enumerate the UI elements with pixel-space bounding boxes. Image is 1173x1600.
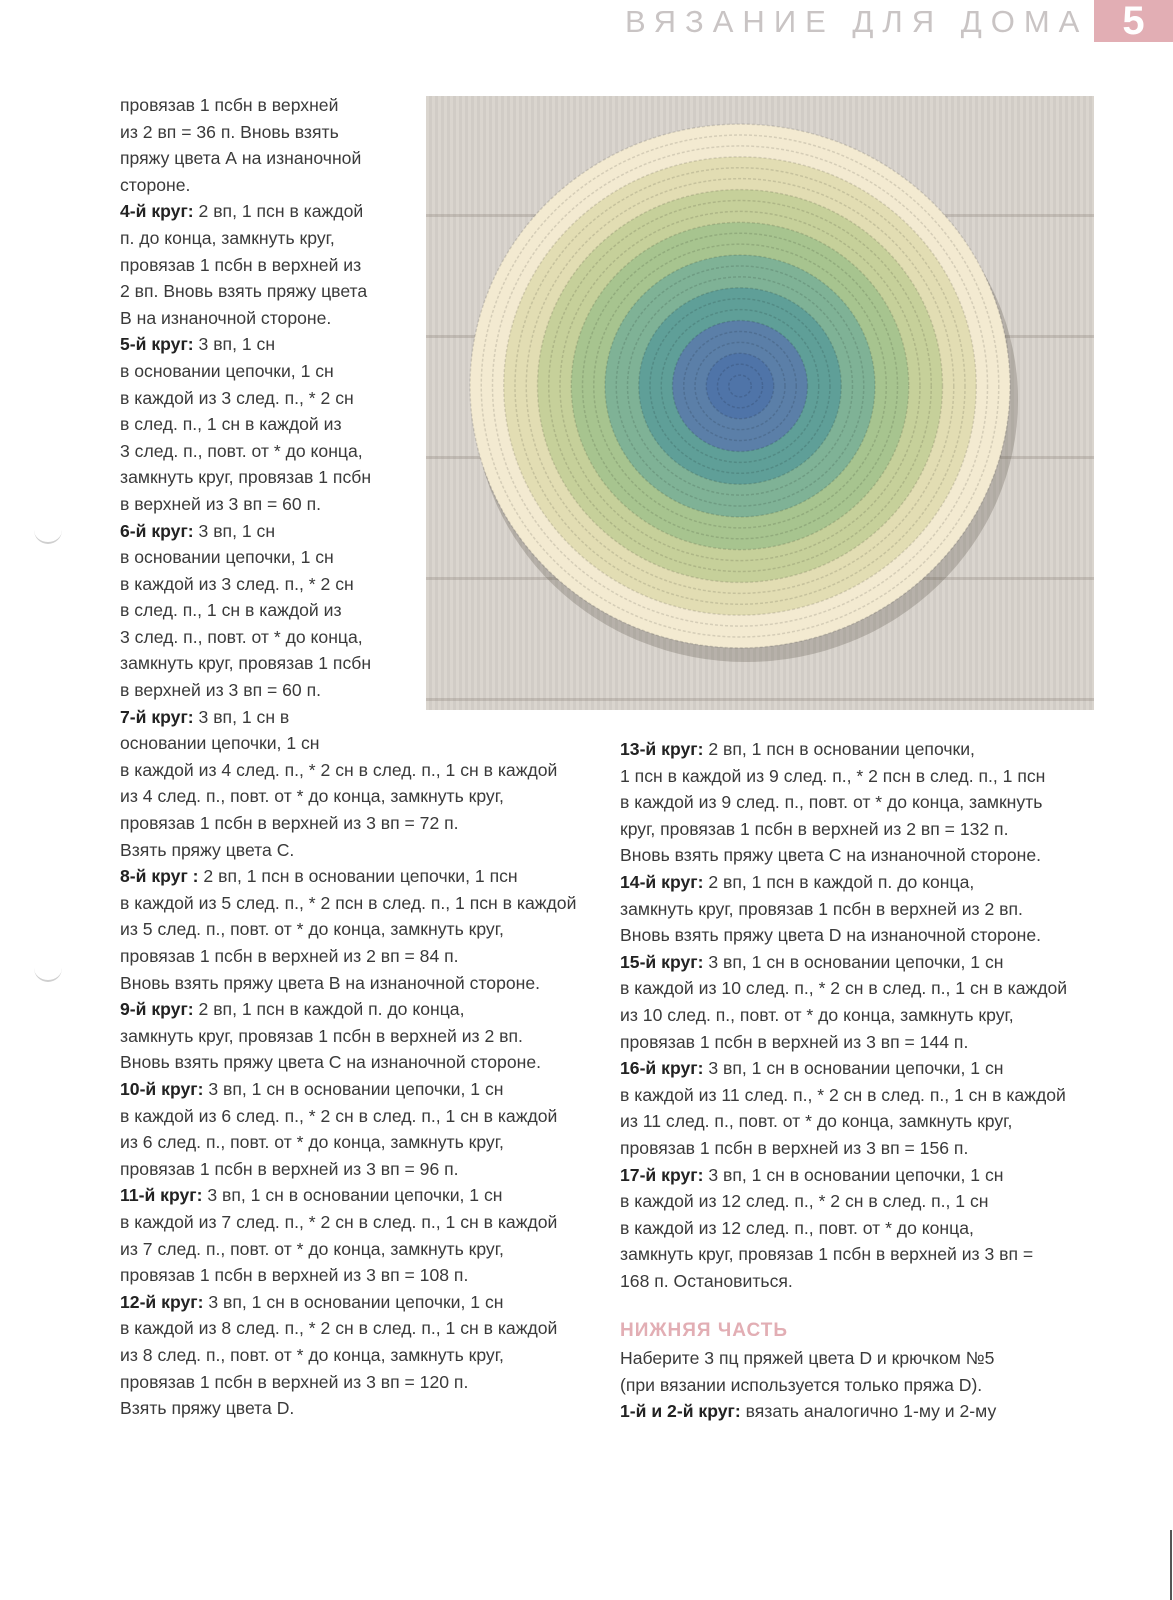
pattern-text: в каждой из 5 след. п., * 2 псн в след. п., 1 псн в каждой (120, 892, 577, 913)
pattern-text: в каждой из 4 след. п., * 2 сн в след. п., 1 сн в каждой (120, 759, 558, 780)
pattern-line (120, 252, 576, 279)
pattern-line (120, 464, 576, 491)
pattern-text: в каждой из 6 след. п., * 2 сн в след. п., 1 сн в каждой (120, 1105, 558, 1126)
pattern-text: из 7 след. п., повт. от * до конца, замкнуть круг, (120, 1238, 504, 1259)
pattern-line (620, 949, 1067, 976)
pattern-line (120, 1369, 576, 1396)
pattern-line (620, 763, 1067, 790)
pattern-text: замкнуть круг, провязав 1 псбн в верхней из 3 вп = (620, 1244, 1034, 1265)
pattern-line (120, 225, 576, 252)
pattern-text: в верхней из 3 вп = 60 п. (120, 680, 322, 701)
pattern-line (120, 1342, 576, 1369)
pattern-text: замкнуть круг, провязав 1 псбн в верхней из 2 вп. (120, 1025, 523, 1046)
pattern-text: из 5 след. п., повт. от * до конца, замкнуть круг, (120, 919, 504, 940)
pattern-line (120, 890, 576, 917)
pattern-text: 3 след. п., повт. от * до конца, (120, 626, 363, 647)
pattern-line (120, 198, 576, 225)
pattern-text: Вновь взять пряжу цвета С на изнаночной стороне. (620, 845, 1042, 866)
pattern-text: в каждой из 11 след. п., * 2 сн в след. п., 1 сн в каждой (620, 1084, 1066, 1105)
round-label: 4-й круг: (120, 201, 194, 222)
round-label: 8-й круг : (120, 866, 199, 887)
round-label: 9-й круг: (120, 999, 194, 1020)
pattern-text: в каждой из 9 след. п., повт. от * до конца, замкнуть (620, 792, 1043, 813)
pattern-text: 2 вп. Вновь взять пряжу цвета (120, 281, 368, 302)
round-label: 15-й круг: (620, 951, 704, 972)
pattern-text: из 6 след. п., повт. от * до конца, замкнуть круг, (120, 1132, 504, 1153)
pattern-line (120, 624, 576, 651)
pattern-line (120, 730, 576, 757)
pattern-line (120, 1289, 576, 1316)
pattern-line (620, 1215, 1067, 1242)
pattern-text: в каждой из 3 след. п., * 2 сн (120, 387, 354, 408)
pattern-line (620, 1029, 1067, 1056)
pattern-text: Вновь взять пряжу цвета С на изнаночной стороне. (120, 1052, 542, 1073)
pattern-line (120, 491, 576, 518)
pattern-line (120, 278, 576, 305)
pattern-text: 2 вп, 1 псн в каждой п. до конца, (193, 999, 465, 1020)
pattern-line (120, 1236, 576, 1263)
pattern-line (120, 970, 576, 997)
pattern-line (120, 411, 576, 438)
round-label: 11-й круг: (120, 1185, 203, 1206)
pattern-line (120, 783, 576, 810)
pattern-text: 168 п. Остановиться. (620, 1270, 793, 1291)
pattern-line (620, 1108, 1067, 1135)
running-head: ВЯЗАНИЕ ДЛЯ ДОМА (625, 4, 1089, 39)
pattern-line (620, 896, 1067, 923)
pattern-line (120, 145, 576, 172)
pattern-line (620, 1082, 1067, 1109)
pattern-text: провязав 1 псбн в верхней из 3 вп = 96 п. (120, 1158, 459, 1179)
pattern-line (120, 837, 576, 864)
hole-punch-mark (34, 966, 62, 982)
pattern-line (120, 916, 576, 943)
pattern-text: 3 вп, 1 сн в (193, 706, 290, 727)
pattern-line (620, 1162, 1067, 1189)
pattern-text: в основании цепочки, 1 сн (120, 360, 334, 381)
pattern-line (620, 789, 1067, 816)
pattern-line (620, 922, 1067, 949)
pattern-line (620, 816, 1067, 843)
pattern-text: 3 вп, 1 сн в основании цепочки, 1 сн (703, 1164, 1004, 1185)
pattern-text: провязав 1 псбн в верхней (120, 95, 339, 115)
pattern-text: Вновь взять пряжу цвета В на изнаночной стороне. (120, 972, 541, 993)
pattern-text: в каждой из 12 след. п., повт. от * до конца, (620, 1217, 974, 1238)
pattern-text: в верхней из 3 вп = 60 п. (120, 493, 322, 514)
pattern-line (120, 1103, 576, 1130)
pattern-text: в каждой из 3 след. п., * 2 сн (120, 573, 354, 594)
pattern-line (120, 1129, 576, 1156)
pattern-line (120, 571, 576, 598)
pattern-text: 2 вп, 1 псн в каждой п. до конца, (703, 871, 975, 892)
pattern-text: пряжу цвета А на изнаночной (120, 148, 362, 169)
hole-punch-mark (34, 528, 62, 544)
pattern-text: 3 вп, 1 сн (193, 334, 276, 355)
pattern-line (120, 597, 576, 624)
pattern-text: Взять пряжу цвета С. (120, 839, 295, 860)
pattern-text: в каждой из 7 след. п., * 2 сн в след. п., 1 сн в каждой (120, 1211, 558, 1232)
pattern-text: провязав 1 псбн в верхней из 3 вп = 156 п. (620, 1137, 969, 1158)
pattern-line (120, 1182, 576, 1209)
pattern-text: п. до конца, замкнуть круг, (120, 227, 335, 248)
round-label: 1-й и 2-й круг: (620, 1401, 741, 1422)
pattern-text: Наберите 3 пц пряжей цвета D и крючком №5 (620, 1348, 995, 1369)
pattern-line (120, 1049, 576, 1076)
left-column (120, 92, 576, 1422)
pattern-line (120, 544, 576, 571)
pattern-text: из 10 след. п., повт. от * до конца, замкнуть круг, (620, 1004, 1014, 1025)
pattern-text: 3 вп, 1 сн в основании цепочки, 1 сн (203, 1291, 504, 1312)
page-number: 5 (1094, 0, 1173, 42)
pattern-text: (при вязании используется только пряжа D). (620, 1374, 983, 1395)
pattern-text: в след. п., 1 сн в каждой из (120, 414, 342, 435)
pattern-line (620, 1241, 1067, 1268)
pattern-text: в каждой из 8 след. п., * 2 сн в след. п., 1 сн в каждой (120, 1318, 558, 1339)
pattern-text: В на изнаночной стороне. (120, 307, 332, 328)
round-label: 5-й круг: (120, 334, 194, 355)
pattern-text: замкнуть круг, провязав 1 псбн в верхней из 2 вп. (620, 898, 1023, 919)
pattern-line (120, 305, 576, 332)
pattern-text: 3 вп, 1 сн в основании цепочки, 1 сн (703, 951, 1004, 972)
pattern-text: в след. п., 1 сн в каждой из (120, 600, 342, 621)
pattern-line (120, 172, 576, 199)
pattern-line (120, 650, 576, 677)
pattern-text: из 8 след. п., повт. от * до конца, замкнуть круг, (120, 1344, 504, 1365)
pattern-line (120, 810, 576, 837)
pattern-text: замкнуть круг, провязав 1 псбн (120, 653, 372, 674)
pattern-line (120, 119, 576, 146)
pattern-text: из 2 вп = 36 п. Вновь взять (120, 121, 339, 142)
pattern-text: 3 вп, 1 сн в основании цепочки, 1 сн (202, 1185, 503, 1206)
round-label: 12-й круг: (120, 1291, 204, 1312)
pattern-text: вязать аналогично 1-му и 2-му (740, 1401, 997, 1422)
pattern-line (120, 677, 576, 704)
pattern-text: провязав 1 псбн в верхней из 3 вп = 120 п. (120, 1371, 469, 1392)
pattern-line (120, 1023, 576, 1050)
pattern-text: в каждой из 10 след. п., * 2 сн в след. п., 1 сн в каждой (620, 978, 1068, 999)
pattern-text: 2 вп, 1 псн в основании цепочки, 1 псн (198, 866, 518, 887)
pattern-line (120, 331, 576, 358)
pattern-line (120, 385, 576, 412)
round-label: 10-й круг: (120, 1078, 204, 1099)
pattern-text: основании цепочки, 1 сн (120, 733, 320, 754)
pattern-text: из 4 след. п., повт. от * до конца, замкнуть круг, (120, 786, 504, 807)
pattern-line (120, 1395, 576, 1422)
pattern-line (120, 92, 576, 119)
pattern-line (620, 1268, 1067, 1295)
pattern-line (120, 863, 576, 890)
pattern-text: провязав 1 псбн в верхней из (120, 254, 362, 275)
pattern-text: 3 след. п., повт. от * до конца, (120, 440, 363, 461)
pattern-line (120, 1209, 576, 1236)
pattern-line (620, 1135, 1067, 1162)
pattern-text: замкнуть круг, провязав 1 псбн (120, 467, 372, 488)
section-heading: НИЖНЯЯ ЧАСТЬ (620, 1320, 788, 1342)
pattern-line (120, 757, 576, 784)
pattern-text: Вновь взять пряжу цвета D на изнаночной стороне. (620, 925, 1042, 946)
pattern-line (620, 1055, 1067, 1082)
right-column (620, 736, 1067, 1425)
pattern-line (620, 1002, 1067, 1029)
pattern-line (120, 996, 576, 1023)
pattern-text: 2 вп, 1 псн в каждой (193, 201, 364, 222)
round-label: 14-й круг: (620, 871, 704, 892)
pattern-text: 3 вп, 1 сн (193, 520, 276, 541)
pattern-line (620, 736, 1067, 763)
pattern-text: 2 вп, 1 псн в основании цепочки, (703, 739, 975, 759)
pattern-line (120, 943, 576, 970)
pattern-text: провязав 1 псбн в верхней из 3 вп = 72 п. (120, 813, 459, 834)
round-label: 17-й круг: (620, 1164, 704, 1185)
crochet-ring (729, 375, 752, 397)
pattern-text: 3 вп, 1 сн в основании цепочки, 1 сн (703, 1058, 1004, 1079)
pattern-text: в каждой из 12 след. п., * 2 сн в след. п., 1 сн (620, 1191, 989, 1212)
pattern-text: из 11 след. п., повт. от * до конца, замкнуть круг, (620, 1111, 1013, 1132)
pattern-text: провязав 1 псбн в верхней из 3 вп = 144 п. (620, 1031, 969, 1052)
pattern-text: Взять пряжу цвета D. (120, 1398, 295, 1419)
pattern-line (120, 1262, 576, 1289)
pattern-line (620, 1345, 1067, 1372)
pattern-text: 1 псн в каждой из 9 след. п., * 2 псн в след. п., 1 псн (620, 765, 1046, 786)
pattern-line (120, 518, 576, 545)
pattern-line (120, 704, 576, 731)
pattern-text: провязав 1 псбн в верхней из 2 вп = 84 п. (120, 946, 459, 966)
pattern-line (620, 1188, 1067, 1215)
pattern-text: 3 вп, 1 сн в основании цепочки, 1 сн (203, 1078, 504, 1099)
pattern-line (620, 1398, 1067, 1425)
pattern-text: провязав 1 псбн в верхней из 3 вп = 108 п. (120, 1265, 469, 1286)
round-label: 7-й круг: (120, 706, 194, 727)
pattern-line (120, 1315, 576, 1342)
pattern-line (120, 358, 576, 385)
pattern-line (120, 1156, 576, 1183)
pattern-text: в основании цепочки, 1 сн (120, 547, 334, 568)
pattern-line (120, 1076, 576, 1103)
pattern-line (620, 1372, 1067, 1399)
round-label: 13-й круг: (620, 739, 704, 759)
pattern-line (620, 842, 1067, 869)
page-edge-line (1170, 1530, 1172, 1600)
pattern-text: стороне. (120, 174, 191, 195)
round-label: 6-й круг: (120, 520, 194, 541)
pattern-line (620, 869, 1067, 896)
round-label: 16-й круг: (620, 1058, 704, 1079)
pattern-text: круг, провязав 1 псбн в верхней из 2 вп = 132 п. (620, 818, 1009, 839)
pattern-line (620, 975, 1067, 1002)
pattern-line (120, 438, 576, 465)
